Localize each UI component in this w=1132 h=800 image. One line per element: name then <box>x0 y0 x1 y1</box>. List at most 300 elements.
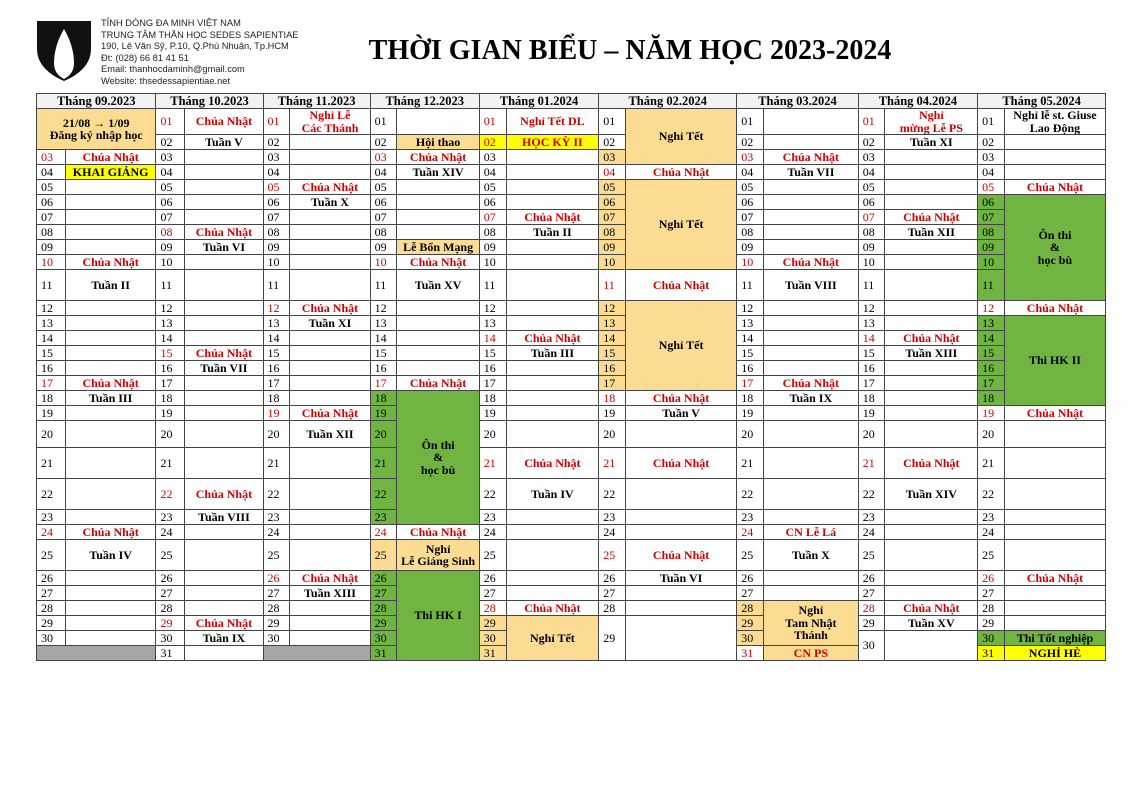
day-number: 22 <box>479 479 506 510</box>
event-cell: KHAI GIẢNG <box>65 165 156 180</box>
day-number: 10 <box>370 255 397 270</box>
table-row <box>37 195 1106 210</box>
empty-event-cell <box>290 165 370 180</box>
table-row <box>37 240 1106 255</box>
sunday-event-cell: Chúa Nhật <box>290 301 370 316</box>
day-number: 11 <box>263 270 290 301</box>
event-cell: Tuần XI <box>885 135 978 150</box>
table-row <box>37 165 1106 180</box>
day-number: 07 <box>263 210 290 225</box>
day-number: 24 <box>479 525 506 540</box>
empty-event-cell <box>506 571 599 586</box>
event-cell: Tuần IX <box>763 391 858 406</box>
empty-event-cell <box>506 255 599 270</box>
day-number: 10 <box>599 255 626 270</box>
day-number: 22 <box>599 479 626 510</box>
empty-cell <box>263 646 370 661</box>
empty-event-cell <box>65 421 156 448</box>
day-number: 17 <box>479 376 506 391</box>
day-number: 18 <box>978 391 1005 406</box>
day-number: 09 <box>37 240 66 255</box>
day-number: 19 <box>37 406 66 421</box>
sunday-event-cell: Chúa Nhật <box>290 406 370 421</box>
sunday-event-cell: Nghỉ Lễ Các Thánh <box>290 109 370 135</box>
empty-event-cell <box>290 616 370 631</box>
empty-event-cell <box>626 525 737 540</box>
empty-event-cell <box>763 361 858 376</box>
day-number: 10 <box>156 255 185 270</box>
day-number: 20 <box>858 421 885 448</box>
event-cell: Tuần VII <box>763 165 858 180</box>
day-number: 16 <box>370 361 397 376</box>
empty-event-cell <box>1004 510 1105 525</box>
table-row <box>37 571 1106 586</box>
table-row <box>37 316 1106 331</box>
empty-event-cell <box>506 361 599 376</box>
day-number: 23 <box>599 510 626 525</box>
day-number: 25 <box>858 540 885 571</box>
day-number: 04 <box>263 165 290 180</box>
day-number: 03 <box>156 150 185 165</box>
day-number: 22 <box>737 479 764 510</box>
day-number: 05 <box>479 180 506 195</box>
empty-event-cell <box>185 571 263 586</box>
day-number: 25 <box>737 540 764 571</box>
day-number: 25 <box>370 540 397 571</box>
day-number: 13 <box>737 316 764 331</box>
empty-event-cell <box>885 270 978 301</box>
day-number: 04 <box>156 165 185 180</box>
empty-event-cell <box>185 195 263 210</box>
day-number: 21 <box>370 448 397 479</box>
day-number: 05 <box>978 180 1005 195</box>
empty-event-cell <box>506 525 599 540</box>
empty-event-cell <box>185 165 263 180</box>
event-cell: Tuần XIII <box>290 586 370 601</box>
day-number: 17 <box>599 376 626 391</box>
table-row <box>37 255 1106 270</box>
empty-event-cell <box>1004 135 1105 150</box>
day-number: 16 <box>479 361 506 376</box>
empty-event-cell <box>1004 165 1105 180</box>
day-number: 14 <box>263 331 290 346</box>
month-header: Tháng 09.2023 <box>37 94 156 109</box>
day-number: 02 <box>156 135 185 150</box>
day-number: 24 <box>156 525 185 540</box>
day-number: 19 <box>479 406 506 421</box>
empty-event-cell <box>290 150 370 165</box>
day-number: 11 <box>156 270 185 301</box>
empty-event-cell <box>763 479 858 510</box>
empty-event-cell <box>506 270 599 301</box>
empty-event-cell <box>885 195 978 210</box>
day-number: 01 <box>978 109 1005 135</box>
event-cell: Ôn thi & học bù <box>1004 195 1105 301</box>
empty-event-cell <box>626 479 737 510</box>
day-number: 08 <box>599 225 626 240</box>
event-cell: Nghỉ Lễ Giáng Sinh <box>397 540 479 571</box>
month-header: Tháng 03.2024 <box>737 94 859 109</box>
day-number: 23 <box>263 510 290 525</box>
org-line-province: TỈNH DÒNG ĐA MINH VIỆT NAM <box>101 18 241 28</box>
empty-event-cell <box>506 180 599 195</box>
page-title: THỜI GIAN BIỂU – NĂM HỌC 2023-2024 <box>368 35 892 66</box>
day-number: 25 <box>599 540 626 571</box>
day-number: 06 <box>858 195 885 210</box>
empty-event-cell <box>185 448 263 479</box>
event-cell: Tuần X <box>763 540 858 571</box>
day-number: 16 <box>978 361 1005 376</box>
day-number: 25 <box>37 540 66 571</box>
day-number: 26 <box>263 571 290 586</box>
table-row <box>37 616 1106 631</box>
empty-event-cell <box>397 361 479 376</box>
empty-event-cell <box>885 510 978 525</box>
empty-event-cell <box>185 180 263 195</box>
day-number: 31 <box>370 646 397 661</box>
empty-event-cell <box>65 225 156 240</box>
day-number: 11 <box>978 270 1005 301</box>
day-number: 22 <box>978 479 1005 510</box>
day-number: 20 <box>599 421 626 448</box>
sunday-event-cell: Chúa Nhật <box>1004 406 1105 421</box>
day-number: 31 <box>156 646 185 661</box>
empty-event-cell <box>763 195 858 210</box>
day-number: 01 <box>599 109 626 135</box>
empty-event-cell <box>185 376 263 391</box>
empty-event-cell <box>397 346 479 361</box>
empty-event-cell <box>885 540 978 571</box>
day-number: 03 <box>263 150 290 165</box>
day-number: 26 <box>858 571 885 586</box>
day-number: 08 <box>263 225 290 240</box>
day-number: 18 <box>263 391 290 406</box>
empty-event-cell <box>885 316 978 331</box>
empty-event-cell <box>185 391 263 406</box>
sunday-event-cell: Chúa Nhật <box>626 165 737 180</box>
day-number: 13 <box>370 316 397 331</box>
event-cell: Tuần XIII <box>885 346 978 361</box>
day-number: 11 <box>479 270 506 301</box>
day-number: 19 <box>263 406 290 421</box>
day-number: 08 <box>858 225 885 240</box>
day-number: 11 <box>37 270 66 301</box>
empty-event-cell <box>763 135 858 150</box>
day-number: 18 <box>737 391 764 406</box>
empty-event-cell <box>506 421 599 448</box>
day-number: 07 <box>599 210 626 225</box>
empty-event-cell <box>626 586 737 601</box>
day-number: 06 <box>156 195 185 210</box>
day-number: 26 <box>978 571 1005 586</box>
sunday-event-cell: Chúa Nhật <box>290 571 370 586</box>
table-row <box>37 448 1106 479</box>
empty-event-cell <box>885 376 978 391</box>
table-row <box>37 180 1106 195</box>
day-number: 14 <box>599 331 626 346</box>
empty-event-cell <box>763 210 858 225</box>
empty-event-cell <box>185 646 263 661</box>
day-number: 09 <box>263 240 290 255</box>
empty-event-cell <box>65 361 156 376</box>
sunday-event-cell: Chúa Nhật <box>506 448 599 479</box>
day-number: 13 <box>479 316 506 331</box>
empty-event-cell <box>1004 525 1105 540</box>
day-number: 04 <box>37 165 66 180</box>
empty-event-cell <box>290 601 370 616</box>
day-number: 16 <box>737 361 764 376</box>
day-number: 20 <box>370 421 397 448</box>
day-number: 15 <box>978 346 1005 361</box>
empty-cell <box>37 646 156 661</box>
day-number: 07 <box>156 210 185 225</box>
day-number: 17 <box>370 376 397 391</box>
day-number: 23 <box>370 510 397 525</box>
day-number: 25 <box>156 540 185 571</box>
day-number: 30 <box>370 631 397 646</box>
event-cell: Thi Tốt nghiệp <box>1004 631 1105 646</box>
event-cell: Tuần IX <box>185 631 263 646</box>
day-number: 11 <box>858 270 885 301</box>
day-number: 15 <box>37 346 66 361</box>
empty-event-cell <box>290 361 370 376</box>
event-cell: Tuần V <box>626 406 737 421</box>
day-number: 25 <box>978 540 1005 571</box>
day-number: 27 <box>978 586 1005 601</box>
empty-event-cell <box>65 346 156 361</box>
day-number: 19 <box>737 406 764 421</box>
empty-event-cell <box>185 301 263 316</box>
day-number: 27 <box>37 586 66 601</box>
day-number: 21 <box>479 448 506 479</box>
day-number: 19 <box>156 406 185 421</box>
month-header-row <box>37 94 1106 109</box>
day-number: 14 <box>156 331 185 346</box>
day-number: 26 <box>737 571 764 586</box>
month-header: Tháng 10.2023 <box>156 94 263 109</box>
day-number: 08 <box>978 225 1005 240</box>
event-cell: Tuần XV <box>885 616 978 631</box>
day-number: 08 <box>370 225 397 240</box>
day-number: 16 <box>263 361 290 376</box>
table-row <box>37 525 1106 540</box>
sunday-event-cell: Chúa Nhật <box>185 109 263 135</box>
empty-event-cell <box>290 255 370 270</box>
day-number: 28 <box>599 601 626 616</box>
day-number: 09 <box>978 240 1005 255</box>
empty-event-cell <box>185 150 263 165</box>
empty-event-cell <box>290 331 370 346</box>
day-number: 10 <box>263 255 290 270</box>
day-number: 22 <box>156 479 185 510</box>
month-header: Tháng 05.2024 <box>978 94 1106 109</box>
day-number: 12 <box>263 301 290 316</box>
table-row <box>37 135 1106 150</box>
day-number: 30 <box>858 631 885 661</box>
day-number: 01 <box>858 109 885 135</box>
day-number: 20 <box>737 421 764 448</box>
day-number: 24 <box>978 525 1005 540</box>
empty-event-cell <box>506 150 599 165</box>
day-number: 06 <box>479 195 506 210</box>
table-row <box>37 391 1106 406</box>
empty-event-cell <box>397 316 479 331</box>
month-header: Tháng 04.2024 <box>858 94 977 109</box>
day-number: 08 <box>737 225 764 240</box>
day-number: 02 <box>599 135 626 150</box>
empty-event-cell <box>885 631 978 661</box>
day-number: 06 <box>599 195 626 210</box>
day-number: 25 <box>479 540 506 571</box>
empty-event-cell <box>885 180 978 195</box>
day-number: 18 <box>858 391 885 406</box>
event-cell: Tuần XIV <box>397 165 479 180</box>
schedule-table <box>36 93 1106 661</box>
sunday-event-cell: Chúa Nhật <box>506 331 599 346</box>
event-cell: Thi HK II <box>1004 316 1105 406</box>
sunday-event-cell: Chúa Nhật <box>626 391 737 406</box>
sunday-event-cell: Chúa Nhật <box>397 376 479 391</box>
day-number: 05 <box>737 180 764 195</box>
empty-event-cell <box>185 586 263 601</box>
event-cell: Tuần VIII <box>185 510 263 525</box>
sunday-event-cell: Chúa Nhật <box>626 540 737 571</box>
empty-event-cell <box>506 240 599 255</box>
day-number: 30 <box>479 631 506 646</box>
table-row <box>37 225 1106 240</box>
empty-event-cell <box>763 109 858 135</box>
day-number: 01 <box>263 109 290 135</box>
sunday-event-cell: Chúa Nhật <box>885 601 978 616</box>
sunday-event-cell: Chúa Nhật <box>185 616 263 631</box>
day-number: 28 <box>737 601 764 616</box>
day-number: 04 <box>370 165 397 180</box>
day-number: 27 <box>263 586 290 601</box>
event-cell: Tuần III <box>506 346 599 361</box>
day-number: 23 <box>978 510 1005 525</box>
day-number: 05 <box>370 180 397 195</box>
day-number: 01 <box>479 109 506 135</box>
empty-event-cell <box>397 331 479 346</box>
sunday-event-cell: Chúa Nhật <box>763 376 858 391</box>
day-number: 03 <box>37 150 66 165</box>
day-number: 14 <box>858 331 885 346</box>
day-number: 10 <box>479 255 506 270</box>
day-number: 04 <box>858 165 885 180</box>
day-number: 12 <box>370 301 397 316</box>
day-number: 06 <box>263 195 290 210</box>
day-number: 04 <box>599 165 626 180</box>
sunday-event-cell: Chúa Nhật <box>290 180 370 195</box>
day-number: 16 <box>156 361 185 376</box>
empty-event-cell <box>185 210 263 225</box>
empty-event-cell <box>626 421 737 448</box>
empty-event-cell <box>885 406 978 421</box>
day-number: 16 <box>599 361 626 376</box>
empty-event-cell <box>763 448 858 479</box>
sunday-event-cell: Nghỉ mừng Lễ PS <box>885 109 978 135</box>
empty-event-cell <box>1004 150 1105 165</box>
sunday-event-cell: CN Lễ Lá <box>763 525 858 540</box>
empty-event-cell <box>397 210 479 225</box>
sunday-event-cell: Chúa Nhật <box>185 479 263 510</box>
table-row <box>37 540 1106 571</box>
empty-event-cell <box>290 391 370 406</box>
day-number: 27 <box>479 586 506 601</box>
day-number: 24 <box>263 525 290 540</box>
month-header: Tháng 11.2023 <box>263 94 370 109</box>
day-number: 29 <box>37 616 66 631</box>
sunday-event-cell: HỌC KỲ II <box>506 135 599 150</box>
sunday-event-cell: Chúa Nhật <box>1004 180 1105 195</box>
day-number: 21 <box>978 448 1005 479</box>
day-number: 21 <box>156 448 185 479</box>
org-line-email: Email: thanhocdaminh@gmail.com <box>101 64 245 75</box>
empty-event-cell <box>185 316 263 331</box>
day-number: 05 <box>599 180 626 195</box>
day-number: 06 <box>370 195 397 210</box>
empty-event-cell <box>65 316 156 331</box>
day-number: 05 <box>37 180 66 195</box>
day-number: 30 <box>978 631 1005 646</box>
sunday-event-cell: Chúa Nhật <box>65 376 156 391</box>
day-number: 22 <box>263 479 290 510</box>
empty-event-cell <box>1004 601 1105 616</box>
day-number: 03 <box>370 150 397 165</box>
day-number: 29 <box>737 616 764 631</box>
day-number: 15 <box>479 346 506 361</box>
table-row <box>37 510 1106 525</box>
sunday-event-cell: Chúa Nhật <box>885 331 978 346</box>
day-number: 10 <box>978 255 1005 270</box>
day-number: 12 <box>156 301 185 316</box>
empty-event-cell <box>1004 586 1105 601</box>
empty-event-cell <box>763 406 858 421</box>
day-number: 05 <box>858 180 885 195</box>
day-number: 08 <box>479 225 506 240</box>
day-number: 16 <box>37 361 66 376</box>
event-cell: Tuần IV <box>65 540 156 571</box>
day-number: 19 <box>858 406 885 421</box>
empty-event-cell <box>290 346 370 361</box>
day-number: 27 <box>737 586 764 601</box>
sunday-event-cell: Chúa Nhật <box>397 525 479 540</box>
day-number: 28 <box>479 601 506 616</box>
day-number: 29 <box>156 616 185 631</box>
empty-event-cell <box>65 510 156 525</box>
org-line-address: 190, Lê Văn Sỹ, P.10, Q.Phú Nhuận, Tp.HCM <box>101 41 289 52</box>
table-row <box>37 376 1106 391</box>
table-row <box>37 406 1106 421</box>
day-number: 11 <box>737 270 764 301</box>
event-cell: Tuần II <box>65 270 156 301</box>
empty-event-cell <box>885 391 978 406</box>
empty-event-cell <box>290 631 370 646</box>
day-number: 24 <box>370 525 397 540</box>
event-cell: Tuần V <box>185 135 263 150</box>
day-number: 13 <box>37 316 66 331</box>
empty-event-cell <box>290 240 370 255</box>
day-number: 17 <box>737 376 764 391</box>
day-number: 28 <box>37 601 66 616</box>
event-cell: Tuần VI <box>185 240 263 255</box>
day-number: 23 <box>479 510 506 525</box>
day-number: 07 <box>978 210 1005 225</box>
empty-event-cell <box>885 165 978 180</box>
day-number: 17 <box>978 376 1005 391</box>
empty-event-cell <box>185 421 263 448</box>
day-number: 02 <box>263 135 290 150</box>
